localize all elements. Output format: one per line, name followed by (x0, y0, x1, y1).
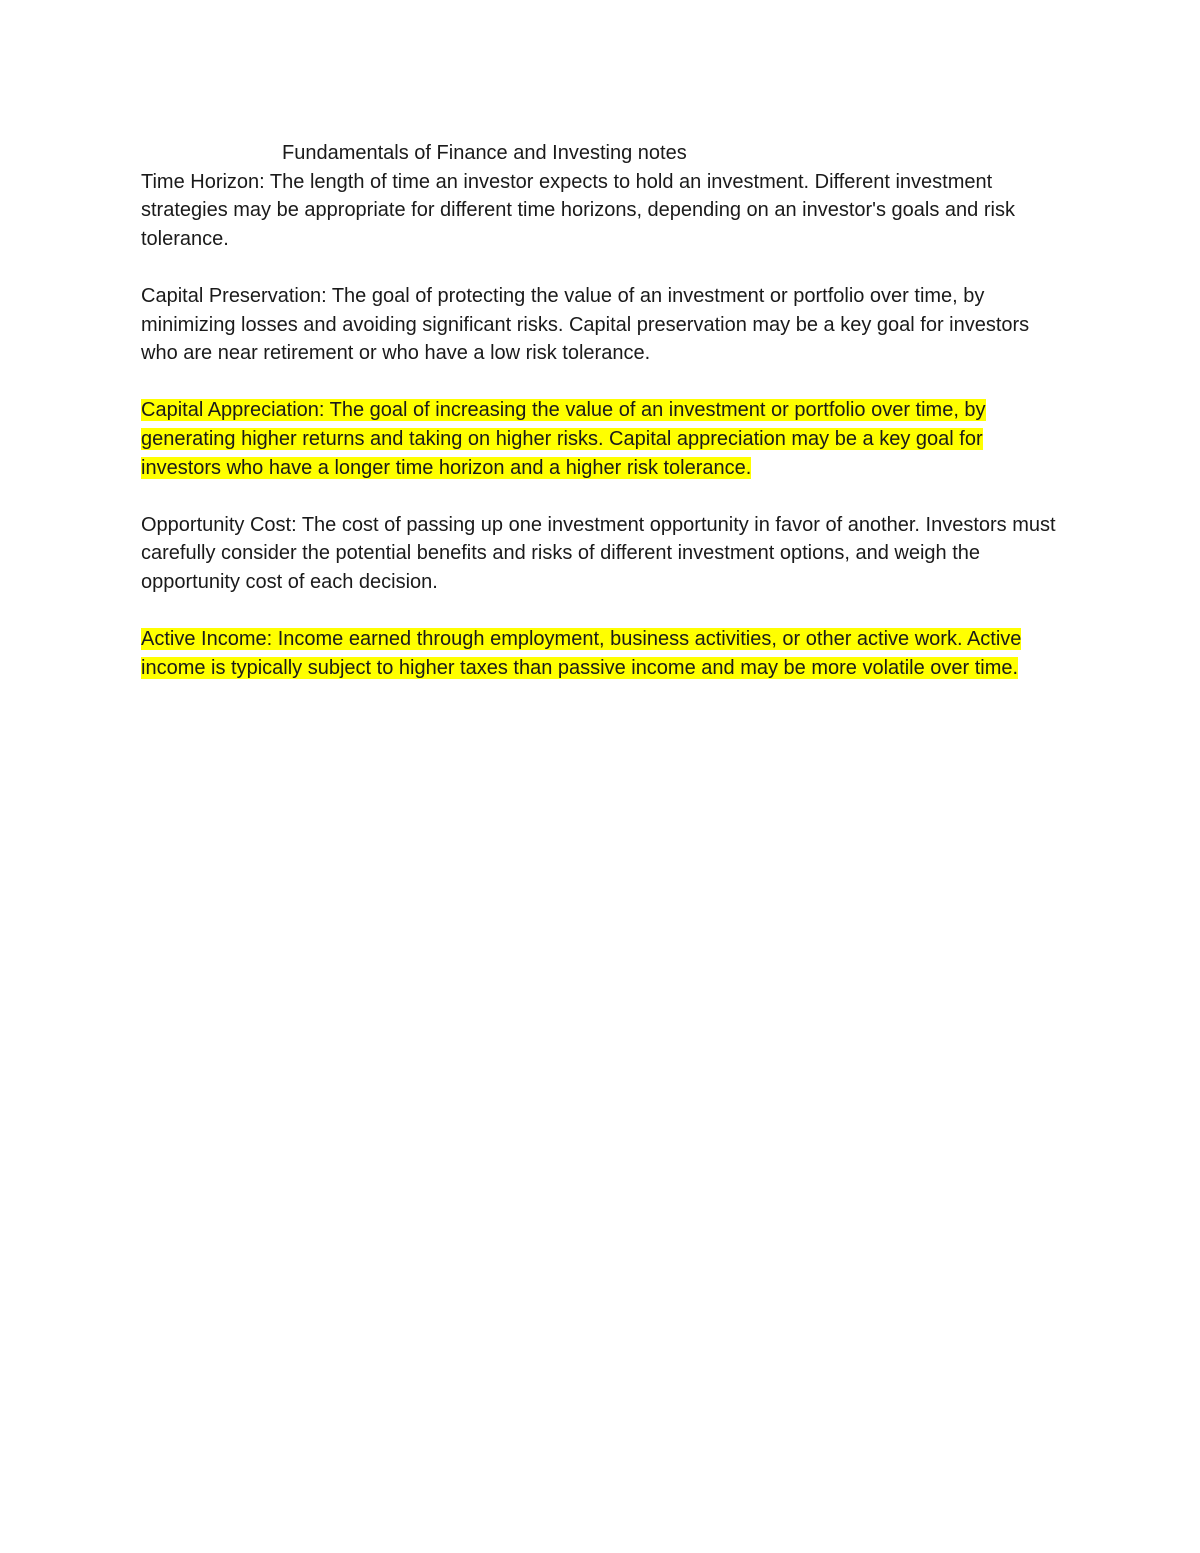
paragraph-text: Capital Preservation: The goal of protecting the value of an investment or portfolio over time, by minimizing losses and avoiding significant risks. Capital preservation may be a key goal for investors who are near retirement or who have a low risk tolerance. (141, 284, 1030, 365)
document-body (141, 139, 1066, 711)
paragraph-capital-preservation (141, 282, 1066, 368)
highlighted-paragraph-text: Capital Appreciation: The goal of increasing the value of an investment or portfolio over time, by generating higher returns and taking on higher risks. Capital appreciation may be a key goal for investors who have a longer time horizon and a higher risk tolerance. (141, 399, 986, 479)
paragraph-text: Time Horizon: The length of time an investor expects to hold an investment. Different investment strategies may be appropriate for different time horizons, depending on an investor's goals and risk tolerance. (141, 170, 1015, 250)
paragraph-text: Opportunity Cost: The cost of passing up one investment opportunity in favor of another. Investors must carefully consider the potential benefits and risks of different investment options, and weigh the opportunity cost of each decision. (141, 513, 1056, 593)
document-title: Fundamentals of Finance and Investing notes (282, 142, 687, 164)
paragraph-active-income (141, 625, 1066, 682)
highlighted-paragraph-text: Active Income: Income earned through employment, business activities, or other active work. Active income is typically subject to higher taxes than passive income and may be more volatile over time. (141, 628, 1022, 679)
paragraph-time-horizon (141, 168, 1066, 254)
paragraph-opportunity-cost (141, 511, 1066, 597)
paragraph-capital-appreciation (141, 396, 1066, 482)
